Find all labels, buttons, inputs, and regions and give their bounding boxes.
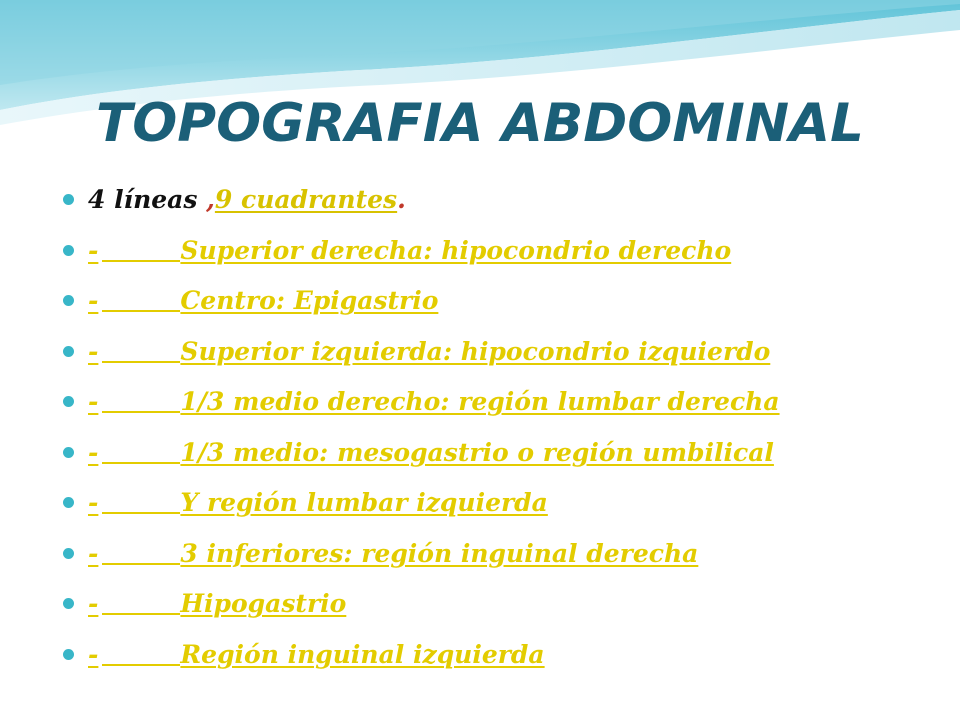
intro-comma: , (206, 185, 215, 214)
bullet-list (60, 178, 940, 683)
list-item (60, 633, 940, 684)
topography-link[interactable]: - Superior derecha: hipocondrio derecho (88, 235, 732, 265)
page-title: TOPOGRAFIA ABDOMINAL (96, 93, 864, 154)
intro-period: . (397, 185, 406, 214)
bullet-icon (63, 194, 74, 205)
intro-text: 4 líneas (88, 185, 207, 214)
list-item (60, 431, 940, 482)
bullet-icon (63, 245, 74, 256)
list-item (60, 532, 940, 583)
list-item (60, 330, 940, 381)
list-item (60, 229, 940, 280)
topography-link[interactable]: - 1/3 medio: mesogastrio o región umbilical (88, 437, 774, 467)
list-item (60, 380, 940, 431)
topography-link[interactable]: - 1/3 medio derecho: región lumbar derecha (88, 387, 780, 416)
list-item (60, 481, 940, 532)
list-item (60, 279, 940, 330)
bullet-icon (63, 548, 74, 559)
bullet-icon (63, 396, 74, 407)
topography-link[interactable]: - 3 inferiores: región inguinal derecha (88, 538, 699, 568)
cuadrantes-link[interactable]: 9 cuadrantes (214, 185, 398, 214)
bullet-icon (63, 295, 74, 306)
bullet-icon (63, 497, 74, 508)
bullet-icon (63, 447, 74, 458)
topography-link[interactable]: - Y región lumbar izquierda (88, 488, 548, 517)
topography-link[interactable]: - Centro: Epigastrio (88, 286, 439, 315)
list-item (60, 582, 940, 633)
topography-link[interactable]: - Región inguinal izquierda (88, 639, 545, 669)
topography-link[interactable]: - Superior izquierda: hipocondrio izquierdo (88, 336, 771, 366)
bullet-icon (63, 649, 74, 660)
bullet-icon (63, 346, 74, 357)
topography-link[interactable]: - Hipogastrio (88, 589, 347, 618)
bullet-icon (63, 598, 74, 609)
list-item-intro (60, 178, 940, 229)
